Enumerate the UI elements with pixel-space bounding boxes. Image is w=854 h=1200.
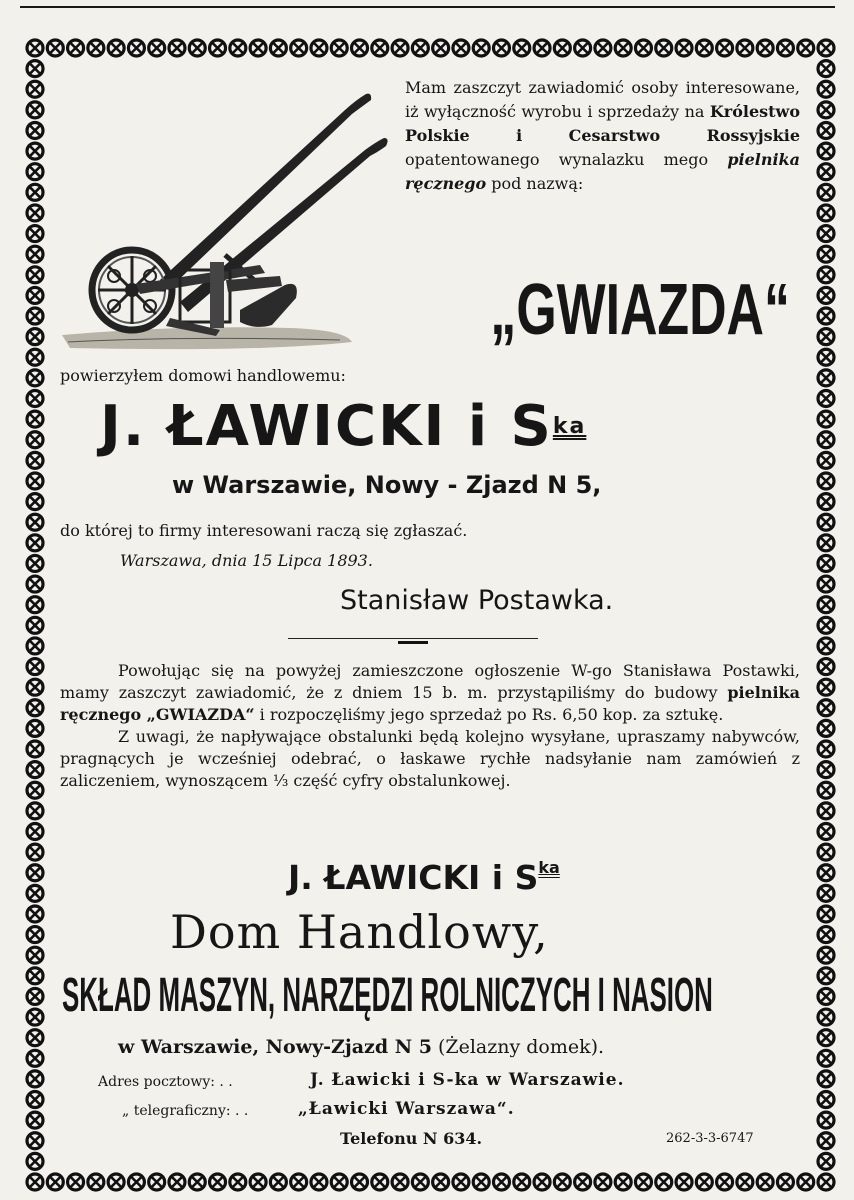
firm-address: w Warszawie, Nowy - Zjazd N 5, [172, 471, 602, 499]
house-title: Dom Handlowy, [170, 905, 549, 959]
contact-note: do której to firmy interesowani raczą się zgłaszać. [60, 521, 468, 540]
chain-link [514, 1174, 530, 1190]
chain-link [818, 1030, 834, 1046]
chain-link [818, 1112, 834, 1128]
chain-link [818, 906, 834, 922]
chain-link [656, 1174, 672, 1190]
chain-link [27, 1133, 43, 1149]
chain-link [27, 267, 43, 283]
intro-paragraph: Mam zaszczyt zawiadomić osoby interesowane, iż wyłączność wyrobu i sprzedaży na Królestwo Polskie i Cesarstwo Rossyjskie opatentowanego wynalazku mego pielnika ręcznego pod nazwą: [405, 78, 800, 193]
chain-link [676, 40, 692, 56]
chain-link [818, 246, 834, 262]
chain-link [27, 617, 43, 633]
chain-link [818, 1009, 834, 1025]
chain-link [27, 205, 43, 221]
chain-link [818, 555, 834, 571]
chain-link [493, 40, 509, 56]
chain-link [818, 803, 834, 819]
chain-link [818, 514, 834, 530]
chain-link [595, 1174, 611, 1190]
chain-link [818, 741, 834, 757]
chain-link [27, 432, 43, 448]
dateline: Warszawa, dnia 15 Lipca 1893. [120, 551, 373, 570]
chain-link [818, 823, 834, 839]
chain-link [27, 391, 43, 407]
chain-link [47, 40, 63, 56]
paragraph-2: Z uwagi, że napływające obstalunki będą kolejno wysyłane, upraszamy nabywców, pragnących je wcześniej odebrać, o łaskawe rychłe nadsyłanie nam zamówień z zaliczeniem, wynoszącem ⅓ część cyfry obstalunkowej. [60, 727, 800, 790]
chain-link [270, 1174, 286, 1190]
chain-link [717, 1174, 733, 1190]
signature: Stanisław Postawka. [340, 585, 614, 616]
chain-link [27, 514, 43, 530]
chain-link [433, 1174, 449, 1190]
chain-link [595, 40, 611, 56]
chain-link [818, 782, 834, 798]
chain-link [818, 473, 834, 489]
chain-link [818, 1050, 834, 1066]
territory: Królestwo Polskie i Cesarstwo Rossyjskie [405, 102, 800, 145]
chain-link [575, 40, 591, 56]
chain-link [798, 40, 814, 56]
chain-link [27, 803, 43, 819]
chain-link [473, 1174, 489, 1190]
chain-link [737, 40, 753, 56]
phone-number: Telefonu N 634. [340, 1129, 483, 1148]
divider-accent [398, 641, 428, 644]
chain-link [27, 906, 43, 922]
postal-value: J. Ławicki i S-ka w Warszawie. [310, 1070, 625, 1090]
chain-link [818, 535, 834, 551]
chain-link [169, 1174, 185, 1190]
chain-link [27, 535, 43, 551]
chain-link [291, 40, 307, 56]
firm-name-secondary: J. ŁAWICKI i $S^{ka}$ [288, 858, 560, 897]
chain-link [68, 1174, 84, 1190]
chain-link [412, 40, 428, 56]
chain-link [818, 947, 834, 963]
chain-link [27, 782, 43, 798]
chain-link [696, 1174, 712, 1190]
chain-link [189, 1174, 205, 1190]
divider-rule [288, 638, 538, 639]
hand-cultivator-illustration [60, 80, 390, 360]
chain-link [818, 287, 834, 303]
chain-link [818, 432, 834, 448]
chain-link [818, 762, 834, 778]
chain-link [149, 1174, 165, 1190]
chain-link [453, 1174, 469, 1190]
chain-link [372, 40, 388, 56]
chain-link [818, 927, 834, 943]
chain-link [27, 823, 43, 839]
chain-link [27, 1009, 43, 1025]
chain-link [818, 308, 834, 324]
chain-link [818, 61, 834, 77]
chain-link [757, 40, 773, 56]
chain-link [615, 40, 631, 56]
chain-link [818, 659, 834, 675]
chain-link [635, 1174, 651, 1190]
chain-link [27, 164, 43, 180]
chain-link [818, 968, 834, 984]
chain-link [27, 246, 43, 262]
chain-link [798, 1174, 814, 1190]
chain-link [47, 1174, 63, 1190]
announcement-body [60, 660, 800, 792]
chain-link [514, 40, 530, 56]
chain-link [818, 411, 834, 427]
chain-link [128, 1174, 144, 1190]
chain-link [27, 844, 43, 860]
chain-link [27, 865, 43, 881]
product-name: „GWIAZDA“ [490, 270, 790, 350]
chain-link [534, 40, 550, 56]
chain-link [250, 40, 266, 56]
chain-link [818, 988, 834, 1004]
chain-link [27, 308, 43, 324]
chain-link [27, 1030, 43, 1046]
chain-link [27, 102, 43, 118]
firm-name: J. ŁAWICKI i $S^{ka}$ [100, 394, 587, 459]
chain-link [210, 1174, 226, 1190]
chain-link [818, 143, 834, 159]
chain-link [696, 40, 712, 56]
chain-link [128, 40, 144, 56]
chain-link [818, 1133, 834, 1149]
chain-link [27, 411, 43, 427]
chain-link [777, 40, 793, 56]
chain-link [392, 1174, 408, 1190]
chain-link [27, 927, 43, 943]
chain-link [27, 968, 43, 984]
chain-link [270, 40, 286, 56]
chain-link [818, 1153, 834, 1169]
chain-link [27, 988, 43, 1004]
telegraph-value: „Ławicki Warszawa“. [298, 1099, 515, 1119]
chain-link [676, 1174, 692, 1190]
chain-link [635, 40, 651, 56]
chain-link [311, 40, 327, 56]
chain-link [27, 329, 43, 345]
chain-link [412, 1174, 428, 1190]
chain-link [27, 762, 43, 778]
chain-link [27, 1153, 43, 1169]
chain-link [818, 226, 834, 242]
entrusted-line: powierzyłem domowi handlowemu: [60, 366, 346, 385]
chain-link [818, 370, 834, 386]
chain-link [818, 205, 834, 221]
chain-link [818, 865, 834, 881]
chain-link [534, 1174, 550, 1190]
chain-link [818, 700, 834, 716]
chain-link [818, 679, 834, 695]
chain-link [27, 947, 43, 963]
chain-link [210, 40, 226, 56]
chain-link [250, 1174, 266, 1190]
chain-link [818, 184, 834, 200]
chain-link [818, 102, 834, 118]
chain-link [108, 40, 124, 56]
chain-link [818, 597, 834, 613]
chain-link [615, 1174, 631, 1190]
chain-link [818, 576, 834, 592]
chain-link [27, 452, 43, 468]
chain-link [777, 1174, 793, 1190]
chain-link [27, 679, 43, 695]
chain-link [818, 494, 834, 510]
chain-link [27, 1050, 43, 1066]
chain-link [27, 720, 43, 736]
chain-link [27, 659, 43, 675]
chain-link [352, 40, 368, 56]
chain-link [818, 349, 834, 365]
chain-link [27, 700, 43, 716]
chain-link [27, 576, 43, 592]
chain-link [27, 143, 43, 159]
chain-link [737, 1174, 753, 1190]
chain-link [818, 844, 834, 860]
chain-link [27, 287, 43, 303]
chain-link [108, 1174, 124, 1190]
chain-link [27, 597, 43, 613]
postal-label: Adres pocztowy: . . [98, 1074, 233, 1090]
chain-link [818, 122, 834, 138]
chain-link [717, 40, 733, 56]
chain-link [88, 40, 104, 56]
chain-link [818, 81, 834, 97]
chain-link [27, 494, 43, 510]
telegraph-label: „ telegraficzny: . . [122, 1103, 249, 1119]
chain-link [27, 473, 43, 489]
chain-link [554, 1174, 570, 1190]
chain-link [818, 617, 834, 633]
chain-link [27, 1071, 43, 1087]
chain-link [818, 391, 834, 407]
chain-link [818, 1071, 834, 1087]
product-type: pielnika ręcznego [405, 150, 800, 193]
chain-link [27, 370, 43, 386]
chain-link [818, 1174, 834, 1190]
chain-link [493, 1174, 509, 1190]
store-address: w Warszawie, Nowy-Zjazd N 5 (Żelazny domek). [118, 1036, 605, 1058]
chain-link [818, 452, 834, 468]
chain-link [149, 40, 165, 56]
chain-link [575, 1174, 591, 1190]
reference-number: 262-3-3-6747 [666, 1131, 754, 1146]
chain-link [27, 122, 43, 138]
chain-link [352, 1174, 368, 1190]
chain-link [453, 40, 469, 56]
paragraph-1: Powołując się na powyżej zamieszczone ogłoszenie W-go Stanisława Postawki, mamy zaszczyt zawiadomić, że z dniem 15 b. m. przystąpiliśmy do budowy pielnika ręcznego „GWIAZDA“ i rozpoczęliśmy jego sprzedaż po Rs. 6,50 kop. za sztukę. [60, 661, 800, 724]
chain-link [818, 40, 834, 56]
chain-link [27, 61, 43, 77]
chain-link [169, 40, 185, 56]
chain-link [230, 1174, 246, 1190]
chain-link [473, 40, 489, 56]
chain-link [818, 885, 834, 901]
chain-link [88, 1174, 104, 1190]
chain-link [27, 40, 43, 56]
chain-link [68, 40, 84, 56]
chain-link [757, 1174, 773, 1190]
chain-link [656, 40, 672, 56]
chain-link [27, 349, 43, 365]
chain-link [189, 40, 205, 56]
chain-link [27, 1112, 43, 1128]
chain-link [27, 81, 43, 97]
chain-link [818, 164, 834, 180]
chain-link [27, 741, 43, 757]
chain-link [27, 555, 43, 571]
chain-link [27, 184, 43, 200]
chain-link [291, 1174, 307, 1190]
chain-link [818, 638, 834, 654]
chain-link [392, 40, 408, 56]
store-title: SKŁAD MASZYN, NARZĘDZI ROLNICZYCH I NASION [62, 969, 713, 1022]
chain-link [372, 1174, 388, 1190]
chain-link [818, 267, 834, 283]
chain-link [331, 40, 347, 56]
chain-link [554, 40, 570, 56]
chain-link [818, 1092, 834, 1108]
chain-link [230, 40, 246, 56]
chain-link [27, 1092, 43, 1108]
chain-link [331, 1174, 347, 1190]
chain-link [433, 40, 449, 56]
chain-link [27, 885, 43, 901]
chain-link [27, 1174, 43, 1190]
chain-link [27, 226, 43, 242]
chain-link [818, 720, 834, 736]
chain-link [818, 329, 834, 345]
chain-link [27, 638, 43, 654]
chain-link [311, 1174, 327, 1190]
